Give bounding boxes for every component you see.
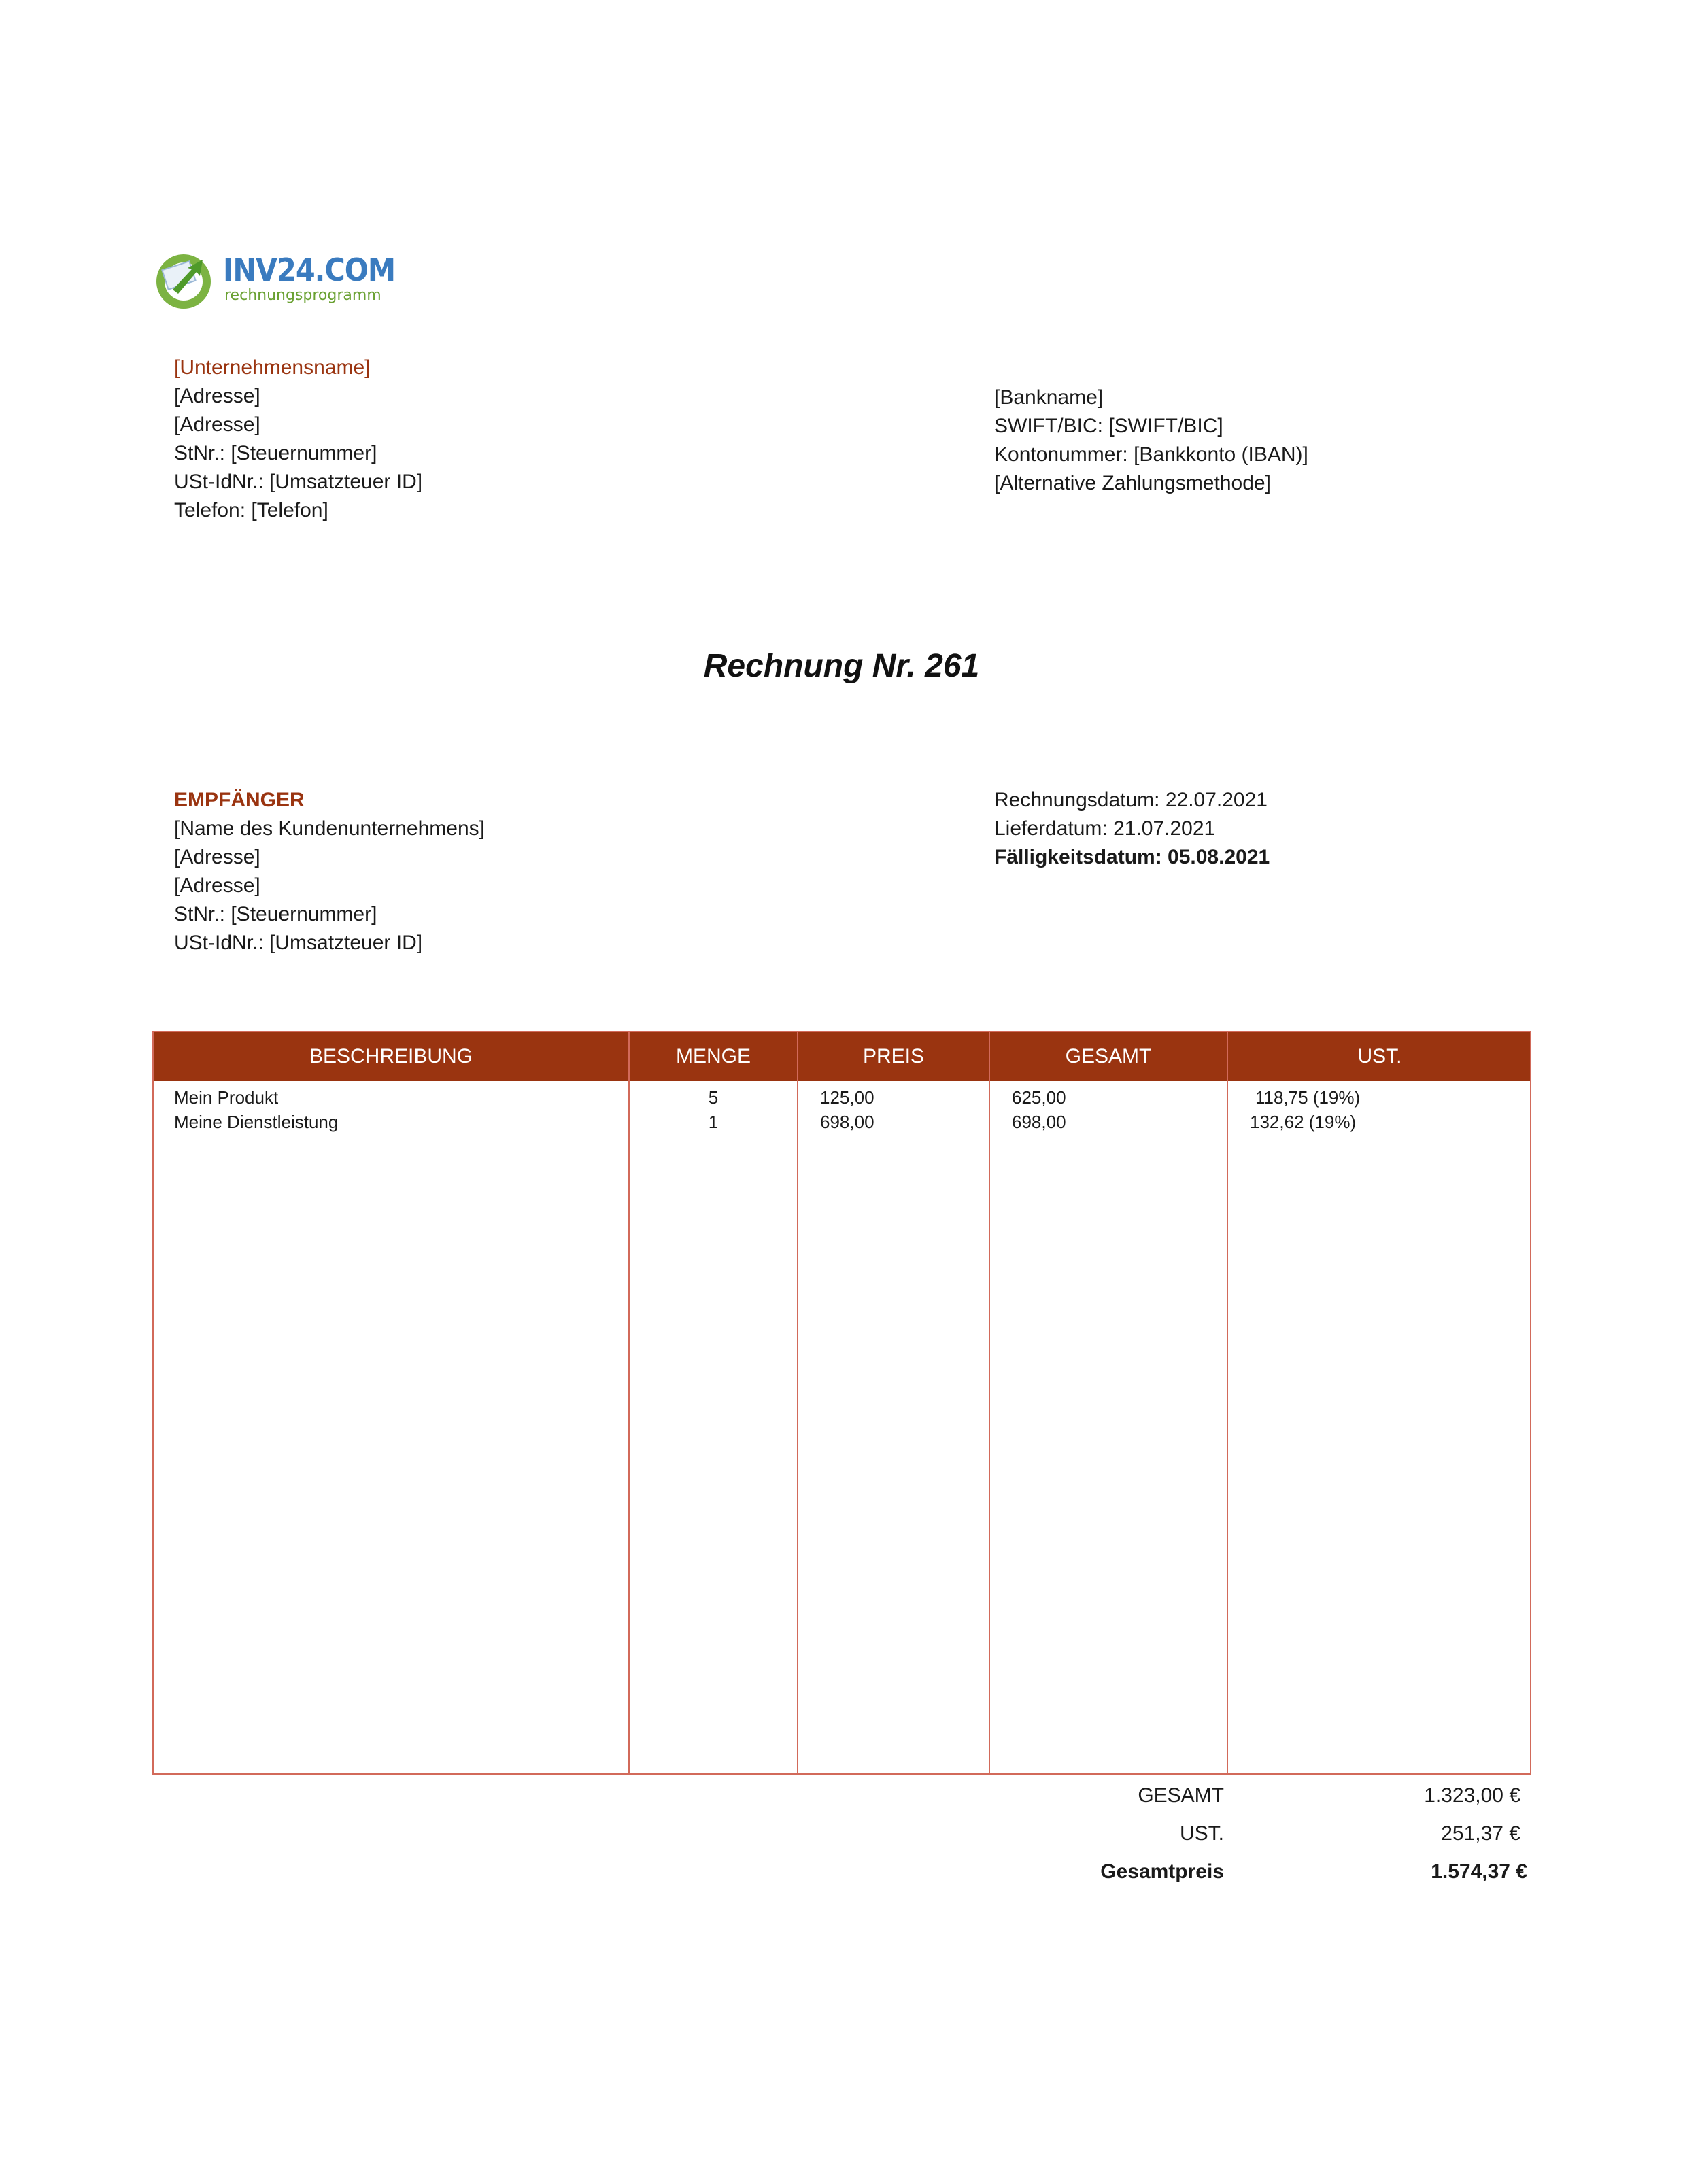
sender-address-1: [Adresse] <box>174 385 260 407</box>
invoice-date: Rechnungsdatum: 22.07.2021 <box>994 789 1268 811</box>
row2-total: 698,00 <box>1012 1112 1066 1132</box>
header-description: BESCHREIBUNG <box>309 1045 473 1068</box>
logo-tagline: rechnungsprogramm <box>224 287 381 304</box>
header-vat: UST. <box>1357 1045 1402 1068</box>
company-logo <box>152 245 396 313</box>
logo-brand: INV24.COM <box>223 252 396 288</box>
row2-price: 698,00 <box>820 1112 874 1132</box>
column-divider <box>1227 1032 1228 1773</box>
row1-total: 625,00 <box>1012 1087 1066 1108</box>
row1-quantity: 5 <box>708 1087 719 1108</box>
column-divider <box>797 1032 798 1773</box>
row2-vat: 132,62 (19%) <box>1250 1112 1357 1132</box>
row2-description: Meine Dienstleistung <box>174 1112 339 1132</box>
recipient-tax-number: StNr.: [Steuernummer] <box>174 903 377 925</box>
row1-price: 125,00 <box>820 1087 874 1108</box>
logo-icon <box>152 245 220 313</box>
header-price: PREIS <box>862 1045 925 1068</box>
row1-vat: 118,75 (19%) <box>1255 1087 1361 1108</box>
vat-total-value: 251,37 € <box>1441 1822 1520 1845</box>
delivery-date: Lieferdatum: 21.07.2021 <box>994 817 1216 840</box>
bank-alt-payment: [Alternative Zahlungsmethode] <box>994 472 1271 494</box>
recipient-address-2: [Adresse] <box>174 874 260 897</box>
column-divider <box>628 1032 630 1773</box>
sender-phone: Telefon: [Telefon] <box>174 499 328 522</box>
bank-name: [Bankname] <box>994 386 1104 409</box>
net-total-label: GESAMT <box>1138 1784 1224 1807</box>
vat-total-label: UST. <box>1179 1822 1224 1845</box>
recipient-address-1: [Adresse] <box>174 846 260 868</box>
sender-vat-id: USt-IdNr.: [Umsatzteuer ID] <box>174 471 423 493</box>
gross-total-label: Gesamtpreis <box>1100 1860 1224 1883</box>
header-quantity: MENGE <box>675 1045 751 1068</box>
gross-total-value: 1.574,37 € <box>1431 1860 1527 1883</box>
sender-address-2: [Adresse] <box>174 413 260 436</box>
bank-account: Kontonummer: [Bankkonto (IBAN)] <box>994 443 1308 466</box>
bank-swift: SWIFT/BIC: [SWIFT/BIC] <box>994 415 1223 437</box>
header-total: GESAMT <box>1065 1045 1152 1068</box>
sender-company-name: [Unternehmensname] <box>174 356 371 379</box>
recipient-block <box>174 786 485 957</box>
dates-block <box>994 786 1270 872</box>
net-total-value: 1.323,00 € <box>1424 1784 1520 1807</box>
items-table <box>152 1031 1531 1775</box>
sender-block <box>174 354 422 525</box>
sender-tax-number: StNr.: [Steuernummer] <box>174 442 377 464</box>
column-divider <box>989 1032 990 1773</box>
recipient-heading: EMPFÄNGER <box>174 789 305 811</box>
invoice-title: Rechnung Nr. 261 <box>703 648 980 684</box>
bank-block <box>994 383 1308 498</box>
recipient-name: [Name des Kundenunternehmens] <box>174 817 485 840</box>
due-date: Fälligkeitsdatum: 05.08.2021 <box>994 846 1270 868</box>
recipient-vat-id: USt-IdNr.: [Umsatzteuer ID] <box>174 932 423 954</box>
row1-description: Mein Produkt <box>174 1087 279 1108</box>
row2-quantity: 1 <box>708 1112 719 1132</box>
